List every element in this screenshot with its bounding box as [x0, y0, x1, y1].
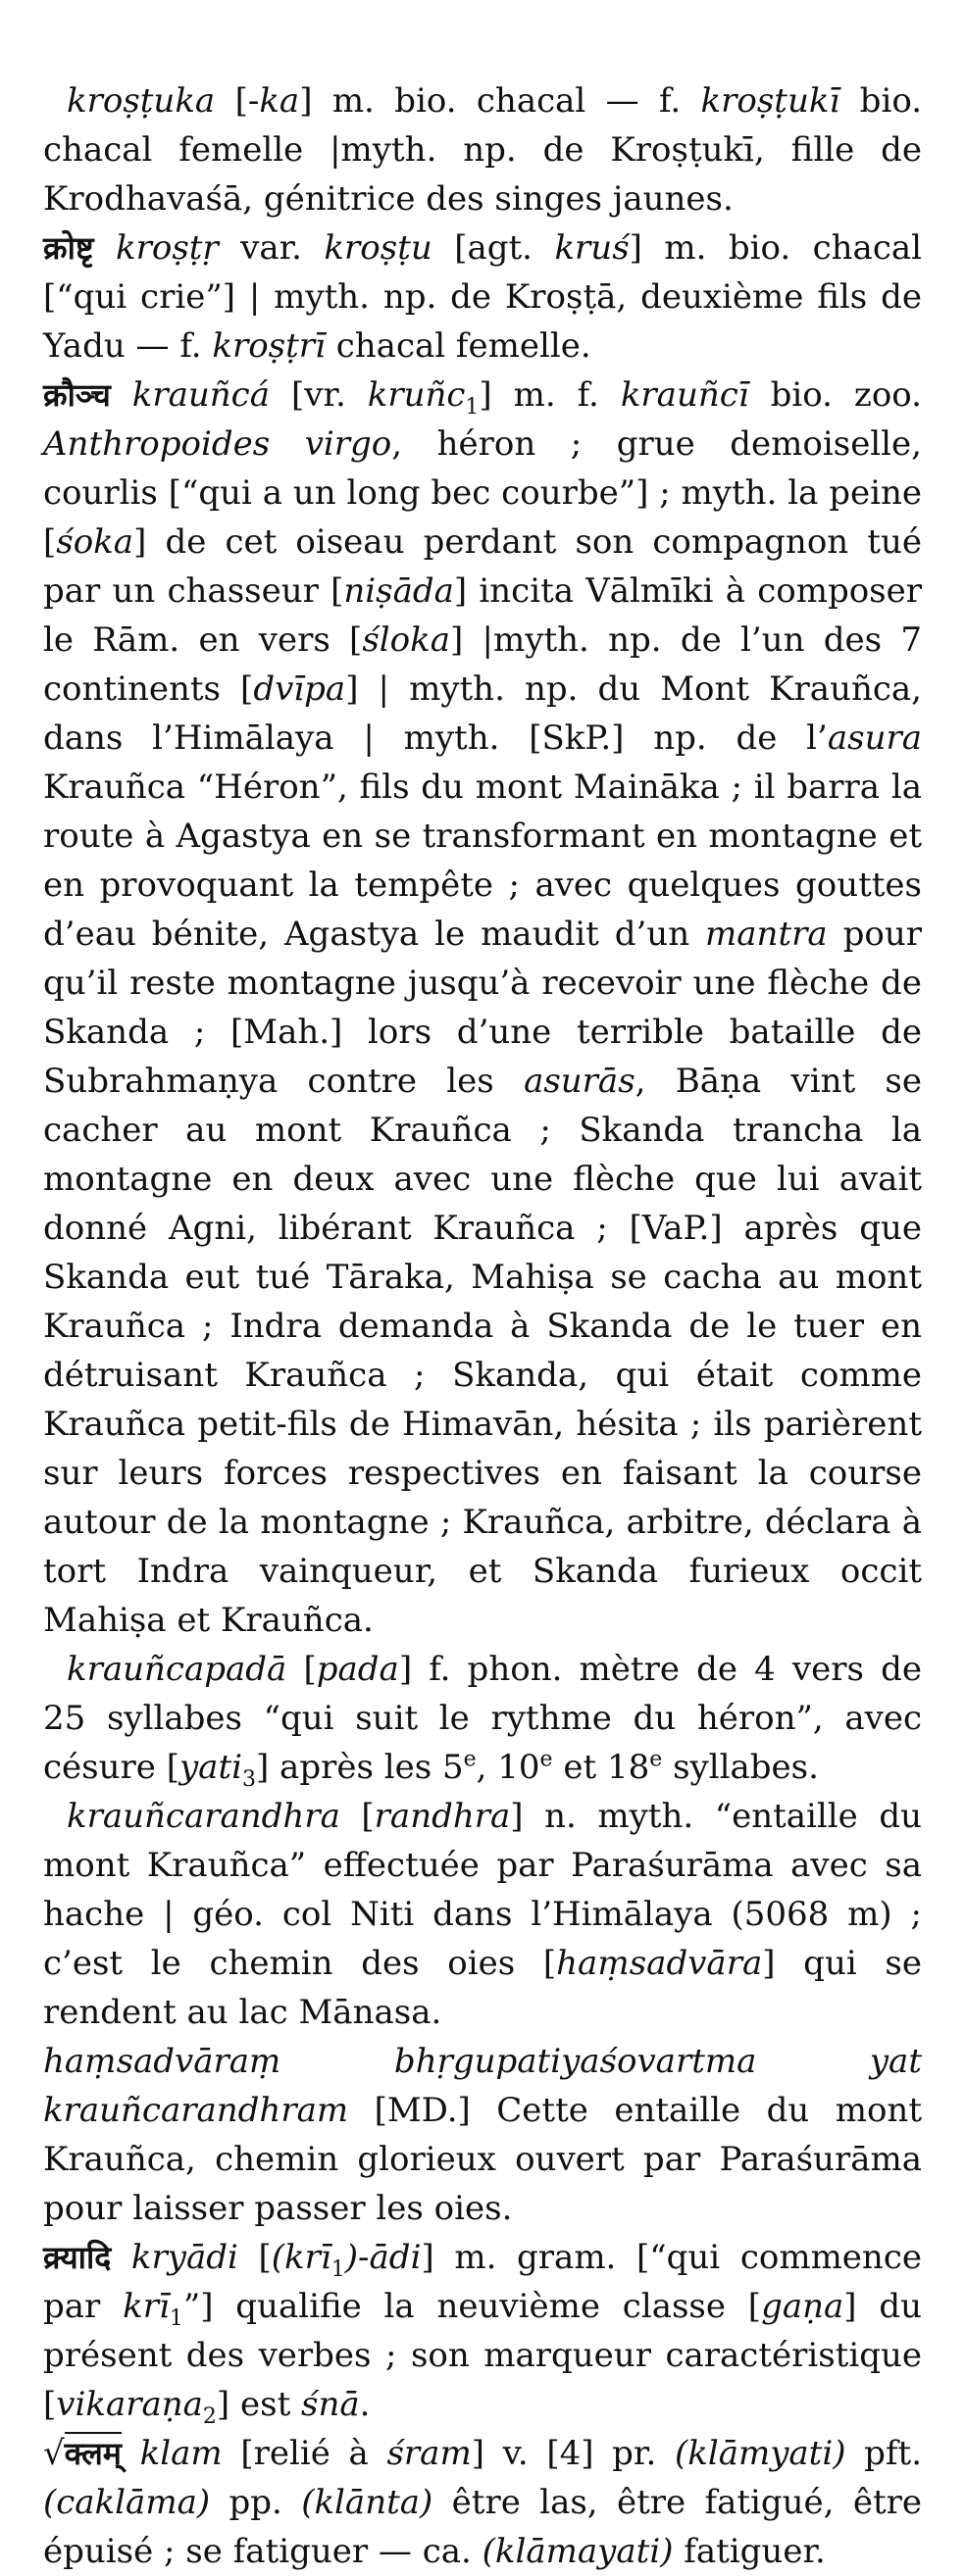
definition-text: chacal femelle.: [325, 326, 591, 366]
definition-text: ] | myth. np. du Mont Krauñca, dans l’Himālaya | myth. [SkP.] np. de l’: [43, 669, 922, 758]
devanagari-headword: क्र्यादि: [43, 2239, 112, 2276]
subscript: 1: [465, 394, 480, 420]
feminine-form: krauñcī: [620, 375, 749, 415]
headword: krauñcapadā: [67, 1650, 287, 1689]
definition-text: être las, être fatigué, être épuisé ; se fatiguer — ca.: [43, 2483, 922, 2571]
definition-text: [: [339, 1797, 375, 1836]
term: dvīpa: [253, 669, 346, 709]
definition-text: ] |myth. np. de l’un des 7 continents [: [43, 620, 922, 709]
term: randhra: [374, 1797, 511, 1836]
definition-text: ] f. phon. mètre de 4 vers de 25 syllabes “qui suit le rythme du héron”, avec césure [: [43, 1650, 922, 1787]
term: śram: [386, 2434, 472, 2473]
definition-text: pp.: [210, 2483, 302, 2522]
etymology-term: (krī: [271, 2238, 331, 2277]
scientific-name: Anthropoides virgo: [43, 424, 392, 464]
term: śoka: [56, 522, 134, 562]
term: asurās: [524, 1062, 635, 1101]
definition-text: ] incita Vālmīki à composer le Rām. en vers [: [43, 571, 923, 660]
devanagari-headword: क्रोष्टृ: [43, 229, 94, 267]
definition-text: ] v. [4] pr.: [471, 2434, 675, 2473]
definition-text: Krauñca “Héron”, fils du mont Maināka ; il barra la route à Agastya en se transformant en montagne et en provoquant la tempête ; avec quelques gouttes d’eau bénite, Agastya le maudit d’un: [43, 768, 922, 954]
headword: krauñcá: [131, 375, 270, 415]
term: mantra: [705, 915, 828, 954]
definition-text: [: [286, 1650, 317, 1689]
definition-text: ] n. myth. “entaille du mont Krauñca” effectuée par Paraśurāma avec sa hache | géo. col Niti dans l’Himālaya (5068 m) ; c’est le chemin des oies [: [43, 1797, 922, 1983]
superscript: e: [649, 1747, 663, 1772]
entry-kraunc-apada: [43, 1645, 922, 1792]
definition-text: ] du présent des verbes ; son marqueur caractéristique [: [43, 2287, 922, 2424]
definition-text: ] m. gram. [“qui commence par: [43, 2238, 922, 2326]
definition-text: et 18: [552, 1748, 650, 1787]
definition-text: ] de cet oiseau perdant son compagnon tué par un chasseur [: [43, 522, 922, 611]
verbal-root: kruñc: [367, 375, 466, 415]
definition-text: pft.: [845, 2434, 923, 2473]
definition-text: pour qu’il reste montagne jusqu’à recevoir une flèche de Skanda ; [Mah.] lors d’une terrible bataille de Subrahmaṇya contre les: [43, 915, 922, 1101]
sanskrit-quote: haṃsadvāraṃ bhṛgupatiyaśovartma yat krauñcarandhram: [43, 2042, 922, 2130]
term: haṃsadvāra: [556, 1944, 763, 1983]
definition-text: m. bio. chacal — f.: [312, 81, 701, 121]
headword: kroṣṭuka: [67, 81, 216, 121]
entry-kraunca: [43, 371, 922, 1645]
past-participle-form: (klānta): [301, 2483, 433, 2522]
subscript: 2: [202, 2403, 217, 2429]
headword: kryādi: [130, 2238, 238, 2277]
headword: krauñcarandhra: [67, 1797, 340, 1836]
entry-klam: [43, 2429, 922, 2576]
superscript: e: [463, 1747, 477, 1772]
definition-text: ”] qualifie la neuvième classe [: [182, 2287, 762, 2326]
term: krī: [123, 2287, 170, 2326]
term: asura: [827, 718, 922, 758]
term: pada: [316, 1650, 399, 1689]
definition-text: , Bāṇa vint se cacher au mont Krauñca ; Skanda trancha la montagne en deux avec une flèche que lui avait donné Agni, libérant Krauñca ; [VaP.] après que Skanda eut tué Tāraka, Mahiṣa se cacha au mont Krauñca ; Indra demanda à Skanda de le tuer en détruisant Krauñca ; Skanda, qui était comme Krauñca petit-fils de Himavān, hésita ; ils parièrent sur leurs forces respectives en faisant la course autour de la montagne ; Krauñca, arbitre, déclara à tort Indra vainqueur, et Skanda furieux occit Mahiṣa et Krauñca.: [43, 1062, 922, 1640]
subscript: 1: [169, 2305, 183, 2331]
variant-form: kroṣṭu: [324, 228, 432, 268]
definition-text: , héron ; grue demoiselle, courlis [“qui a un long bec courbe”] ; myth. la peine [: [43, 424, 922, 562]
root-sign-icon: √: [43, 2434, 65, 2473]
definition-text: fatiguer.: [673, 2532, 826, 2571]
subscript: 1: [330, 2256, 345, 2282]
quote-translation: [MD.] Cette entaille du mont Krauñca, chemin glorieux ouvert par Paraśurāma pour laisser passer les oies.: [43, 2091, 922, 2228]
term: śloka: [362, 620, 450, 660]
term: niṣāda: [343, 571, 454, 611]
definition-text: [vr.: [269, 375, 368, 415]
perfect-form: (caklāma): [43, 2483, 211, 2522]
definition-text: bio. zoo.: [748, 375, 922, 415]
etymology-term: ka: [259, 81, 300, 121]
devanagari-headword: क्रौञ्च: [43, 376, 111, 414]
entry-krostuka: [43, 76, 922, 223]
causative-form: (klāmayati): [482, 2532, 674, 2571]
headword: klam: [139, 2434, 223, 2473]
present-form: (klāmyati): [674, 2434, 846, 2473]
term: vikaraṇa: [56, 2385, 203, 2424]
entry-krostr: [43, 223, 922, 371]
term: yati: [178, 1748, 242, 1787]
definition-text: , 10: [476, 1748, 540, 1787]
feminine-form: kroṣṭrī: [212, 326, 326, 366]
subscript: 3: [241, 1766, 256, 1792]
etymology-text: ]: [299, 81, 313, 121]
definition-text: ] est: [216, 2385, 302, 2424]
feminine-form: kroṣṭukī: [700, 81, 840, 121]
definition-text: [: [237, 2238, 272, 2277]
quotation: [43, 2037, 922, 2233]
definition-text: .: [359, 2385, 371, 2424]
headword: kroṣṭṛ: [116, 228, 219, 268]
superscript: e: [539, 1747, 553, 1772]
etymology-text: [-: [215, 81, 260, 121]
entry-kryadi: [43, 2233, 922, 2429]
definition-text: ] qui se rendent au lac Mānasa.: [43, 1944, 922, 2032]
definition-text: syllabes.: [662, 1748, 819, 1787]
definition-text: [agt.: [432, 228, 555, 268]
definition-text: ] m. f.: [479, 375, 621, 415]
definition-text: ] après les 5: [255, 1748, 464, 1787]
etymology-term: )-ādi: [344, 2238, 422, 2277]
definition-text: var.: [218, 228, 325, 268]
devanagari-headword: क्लम्: [65, 2432, 122, 2472]
entry-kraunc-arandhra: [43, 1792, 922, 2037]
definition-text: bio. chacal femelle |myth. np. de Kroṣṭukī, fille de Krodhavaśā, génitrice des singes jaunes.: [43, 81, 922, 219]
term: śnā: [301, 2385, 360, 2424]
definition-text: ] m. bio. chacal [“qui crie”] | myth. np. de Kroṣṭā, deuxième fils de Yadu — f.: [43, 228, 923, 366]
definition-text: [relié à: [222, 2434, 387, 2473]
root-form: kruś: [554, 228, 630, 268]
term: gaṇa: [761, 2287, 844, 2326]
